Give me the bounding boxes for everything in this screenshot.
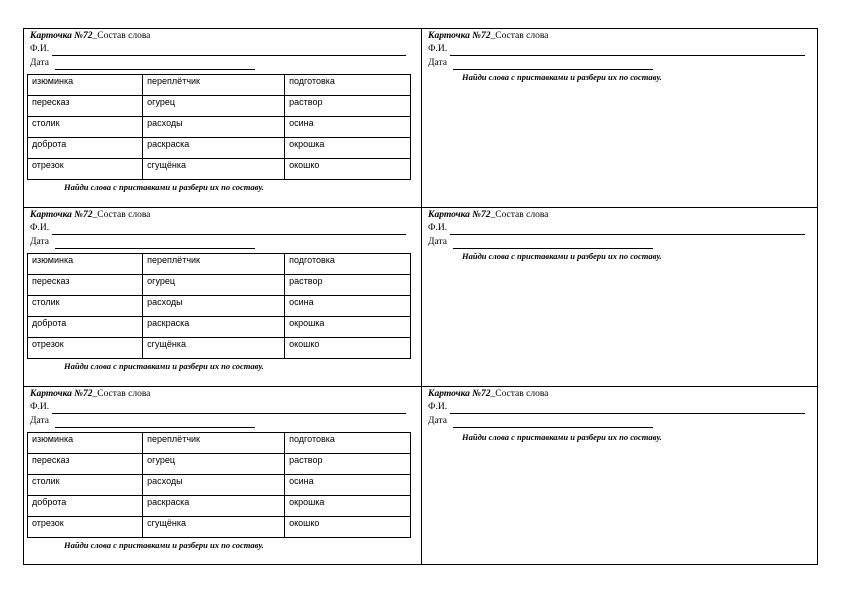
card-number: Карточка №72 [428, 389, 491, 399]
fio-field[interactable] [52, 234, 406, 235]
date-field[interactable] [55, 248, 255, 249]
fio-field[interactable] [52, 55, 406, 56]
date-label: Дата [30, 416, 49, 426]
task-instruction: Найди слова с приставками и разбери их по составу. [462, 251, 662, 261]
task-instruction: Найди слова с приставками и разбери их по составу. [64, 361, 264, 371]
word-cell: огурец [143, 275, 285, 296]
fio-label: Ф.И. [30, 44, 50, 54]
fio-field[interactable] [52, 413, 406, 414]
table-row [28, 317, 411, 338]
word-cell: раствор [285, 96, 411, 117]
fio-field[interactable] [450, 413, 805, 414]
word-cell: изюминка [28, 433, 143, 454]
word-cell: огурец [143, 454, 285, 475]
word-cell: переплётчик [143, 254, 285, 275]
card-title [428, 210, 548, 220]
card-title [428, 31, 548, 41]
words-table [27, 432, 411, 538]
date-field[interactable] [55, 427, 255, 428]
word-cell: раскраска [143, 317, 285, 338]
word-cell: столик [28, 117, 143, 138]
word-cell: расходы [143, 296, 285, 317]
table-row [28, 254, 411, 275]
card-title [428, 389, 548, 399]
word-cell: осина [285, 475, 411, 496]
table-row [28, 517, 411, 538]
word-cell: переплётчик [143, 433, 285, 454]
card-right-3 [422, 387, 819, 565]
date-field[interactable] [453, 248, 653, 249]
task-instruction: Найди слова с приставками и разбери их по составу. [462, 72, 662, 82]
word-cell: пересказ [28, 96, 143, 117]
word-cell: раскраска [143, 496, 285, 517]
card-topic: _Состав слова [92, 31, 151, 41]
word-cell: столик [28, 475, 143, 496]
word-cell: отрезок [28, 517, 143, 538]
fio-label: Ф.И. [428, 402, 448, 412]
word-cell: изюминка [28, 254, 143, 275]
worksheet-page [23, 28, 818, 565]
word-cell: пересказ [28, 275, 143, 296]
table-row [28, 117, 411, 138]
fio-label: Ф.И. [428, 223, 448, 233]
fio-label: Ф.И. [428, 44, 448, 54]
card-number: Карточка №72 [428, 31, 491, 41]
card-left-2 [24, 208, 421, 386]
card-right-1 [422, 29, 819, 207]
date-field[interactable] [55, 69, 255, 70]
fio-label: Ф.И. [30, 402, 50, 412]
table-row [28, 275, 411, 296]
table-row [28, 496, 411, 517]
word-cell: пересказ [28, 454, 143, 475]
table-row [28, 475, 411, 496]
word-cell: расходы [143, 475, 285, 496]
table-row [28, 159, 411, 180]
word-cell: окрошка [285, 138, 411, 159]
task-instruction: Найди слова с приставками и разбери их по составу. [462, 432, 662, 442]
word-cell: доброта [28, 138, 143, 159]
fio-label: Ф.И. [30, 223, 50, 233]
word-cell: переплётчик [143, 75, 285, 96]
words-table [27, 253, 411, 359]
card-left-3 [24, 387, 421, 565]
date-field[interactable] [453, 427, 653, 428]
card-topic: _Состав слова [490, 210, 549, 220]
word-cell: расходы [143, 117, 285, 138]
fio-field[interactable] [450, 234, 805, 235]
date-label: Дата [428, 416, 447, 426]
word-cell: столик [28, 296, 143, 317]
card-number: Карточка №72 [30, 31, 93, 41]
date-label: Дата [30, 237, 49, 247]
date-field[interactable] [453, 69, 653, 70]
word-cell: отрезок [28, 338, 143, 359]
table-row [28, 96, 411, 117]
card-topic: _Состав слова [490, 389, 549, 399]
word-cell: доброта [28, 496, 143, 517]
word-cell: подготовка [285, 433, 411, 454]
word-cell: сгущёнка [143, 338, 285, 359]
card-number: Карточка №72 [30, 210, 93, 220]
word-cell: сгущёнка [143, 517, 285, 538]
table-row [28, 433, 411, 454]
fio-field[interactable] [450, 55, 805, 56]
words-table [27, 74, 411, 180]
table-row [28, 138, 411, 159]
word-cell: доброта [28, 317, 143, 338]
task-instruction: Найди слова с приставками и разбери их по составу. [64, 182, 264, 192]
card-title [30, 210, 150, 220]
date-label: Дата [428, 58, 447, 68]
word-cell: огурец [143, 96, 285, 117]
word-cell: раствор [285, 454, 411, 475]
card-number: Карточка №72 [30, 389, 93, 399]
word-cell: подготовка [285, 75, 411, 96]
word-cell: осина [285, 117, 411, 138]
word-cell: окошко [285, 517, 411, 538]
word-cell: изюминка [28, 75, 143, 96]
card-topic: _Состав слова [92, 389, 151, 399]
word-cell: окрошка [285, 496, 411, 517]
word-cell: окрошка [285, 317, 411, 338]
card-title [30, 389, 150, 399]
date-label: Дата [428, 237, 447, 247]
table-row [28, 296, 411, 317]
card-title [30, 31, 150, 41]
card-left-1 [24, 29, 421, 207]
word-cell: отрезок [28, 159, 143, 180]
table-row [28, 75, 411, 96]
word-cell: окошко [285, 159, 411, 180]
card-topic: _Состав слова [92, 210, 151, 220]
card-topic: _Состав слова [490, 31, 549, 41]
word-cell: подготовка [285, 254, 411, 275]
date-label: Дата [30, 58, 49, 68]
table-row [28, 454, 411, 475]
task-instruction: Найди слова с приставками и разбери их по составу. [64, 540, 264, 550]
table-row [28, 338, 411, 359]
card-right-2 [422, 208, 819, 386]
word-cell: окошко [285, 338, 411, 359]
word-cell: раскраска [143, 138, 285, 159]
word-cell: сгущёнка [143, 159, 285, 180]
card-number: Карточка №72 [428, 210, 491, 220]
word-cell: раствор [285, 275, 411, 296]
word-cell: осина [285, 296, 411, 317]
